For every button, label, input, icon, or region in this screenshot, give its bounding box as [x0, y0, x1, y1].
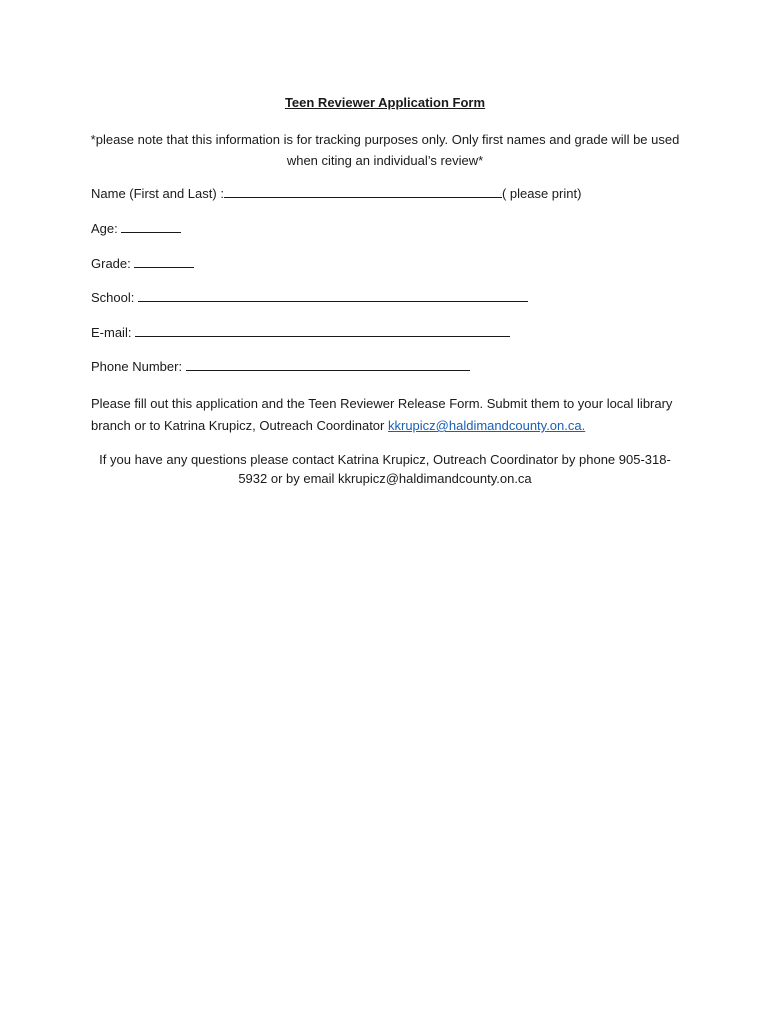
age-field [91, 220, 181, 238]
school-blank-line[interactable] [138, 289, 528, 302]
name-label: Name (First and Last) : [91, 186, 224, 201]
form-title: Teen Reviewer Application Form [284, 95, 486, 110]
grade-label: Grade: [91, 256, 131, 271]
contact-info: If you have any questions please contact Katrina Krupicz, Outreach Coordinator by phone 905-318-5932 or by email kkrupicz@haldimandcounty.on.ca [99, 452, 671, 486]
phone-field [91, 358, 470, 376]
name-blank-line[interactable] [224, 185, 502, 198]
name-field [91, 185, 581, 203]
name-print-note: ( please print) [501, 186, 582, 201]
grade-field [91, 255, 194, 273]
age-label: Age: [91, 221, 118, 236]
phone-blank-line[interactable] [186, 358, 470, 371]
school-label: School: [91, 290, 135, 305]
submission-instructions [91, 393, 681, 437]
tracking-note: *please note that this information is for tracking purposes only. Only first names and grade will be used when citing an individual’s review* [90, 132, 680, 168]
email-blank-line[interactable] [135, 324, 510, 337]
email-label: E-mail: [91, 325, 132, 340]
coordinator-email-link[interactable]: kkrupicz@haldimandcounty.on.ca. [388, 418, 586, 433]
phone-label: Phone Number: [91, 359, 183, 374]
email-field [91, 324, 510, 342]
grade-blank-line[interactable] [134, 255, 194, 268]
school-field [91, 289, 528, 307]
age-blank-line[interactable] [121, 220, 181, 233]
instructions-text: Please fill out this application and the Teen Reviewer Release Form. Submit them to your local library branch or to Katrina Krupicz, Outreach Coordinator [91, 396, 673, 433]
